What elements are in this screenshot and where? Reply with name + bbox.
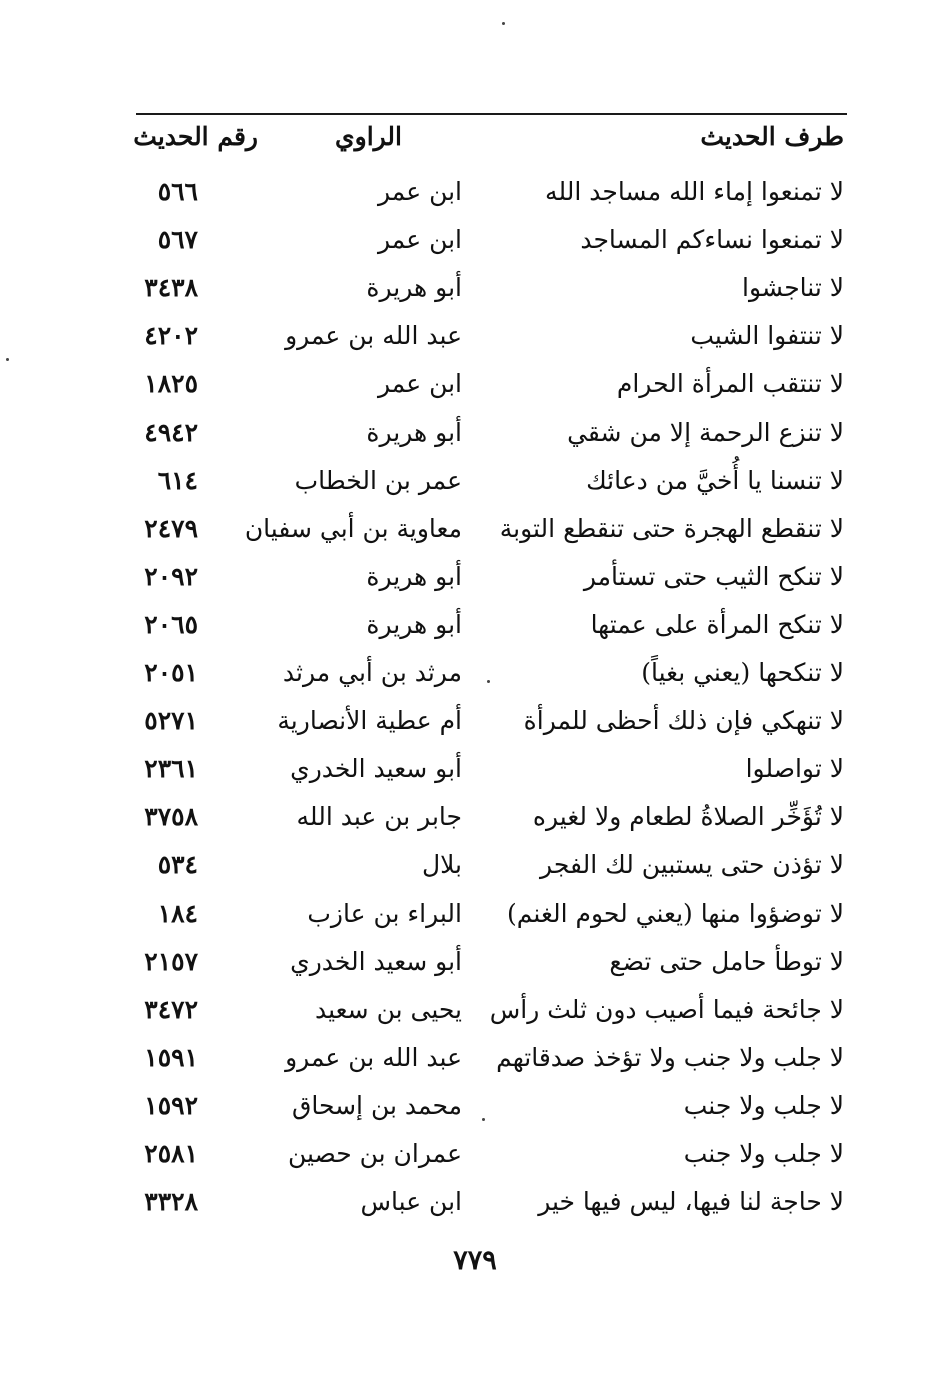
hadith-text: لا حاجة لنا فيها، ليس فيها خير	[538, 1187, 844, 1216]
narrator-name: ابن عمر	[377, 369, 462, 398]
column-header-hadith: طرف الحديث	[700, 122, 844, 151]
hadith-number: ٢٤٧٩	[144, 514, 198, 543]
hadith-text: لا توطأ حامل حتى تضع	[609, 947, 844, 976]
hadith-text: لا تنكح الثيب حتى تستأمر	[583, 562, 844, 591]
hadith-text: لا جلب ولا جنب	[683, 1139, 844, 1168]
page-number: ٧٧٩	[453, 1245, 497, 1276]
hadith-text: لا تناجشوا	[742, 273, 844, 302]
narrator-name: معاوية بن أبي سفيان	[244, 514, 462, 543]
hadith-number: ٥٦٦	[157, 177, 198, 206]
table-row	[0, 697, 950, 745]
narrator-name: جابر بن عبد الله	[296, 802, 462, 831]
hadith-number: ٣٤٣٨	[144, 273, 198, 302]
hadith-number: ٣٤٧٢	[144, 995, 198, 1024]
hadith-number: ٣٣٢٨	[144, 1187, 198, 1216]
hadith-number: ١٨٢٥	[144, 369, 198, 398]
hadith-text: لا تؤذن حتى يستبين لك الفجر	[540, 850, 844, 879]
narrator-name: بلال	[421, 850, 462, 879]
table-row	[0, 216, 950, 264]
hadith-number: ٤٢٠٢	[144, 321, 198, 350]
hadith-number: ٥٢٧١	[144, 706, 198, 735]
narrator-name: البراء بن عازب	[307, 899, 462, 928]
hadith-text: لا توضؤوا منها (يعني لحوم الغنم)	[507, 899, 844, 928]
table-row	[0, 457, 950, 505]
table-row	[0, 553, 950, 601]
narrator-name: أم عطية الأنصارية	[277, 706, 462, 735]
narrator-name: أبو هريرة	[366, 562, 462, 591]
table-row	[0, 312, 950, 360]
table-row	[0, 890, 950, 938]
hadith-text: لا جلب ولا جنب ولا تؤخذ صدقاتهم	[496, 1043, 844, 1072]
narrator-name: يحيى بن سعيد	[314, 995, 462, 1024]
table-row	[0, 168, 950, 216]
hadith-number: ٣٧٥٨	[144, 802, 198, 831]
table-row	[0, 1130, 950, 1178]
table-row	[0, 505, 950, 553]
narrator-name: أبو سعيد الخدري	[290, 947, 462, 976]
hadith-text: لا تنزع الرحمة إلا من شقي	[567, 418, 844, 447]
scan-speck	[502, 22, 505, 25]
table-row	[0, 986, 950, 1034]
narrator-name: محمد بن إسحاق	[291, 1091, 462, 1120]
hadith-number: ٢٣٦١	[144, 754, 198, 783]
narrator-name: أبو هريرة	[366, 610, 462, 639]
hadith-number: ٢٠٥١	[144, 658, 198, 687]
table-row	[0, 745, 950, 793]
narrator-name: عمر بن الخطاب	[294, 466, 462, 495]
hadith-text: لا تنتفوا الشيب	[690, 321, 844, 350]
narrator-name: ابن عمر	[377, 177, 462, 206]
hadith-number: ٢٥٨١	[144, 1139, 198, 1168]
hadith-number: ٤٩٤٢	[144, 418, 198, 447]
table-row	[0, 409, 950, 457]
hadith-text: لا تنكحها (يعني بغياً)	[641, 658, 844, 687]
hadith-number: ٥٣٤	[157, 850, 198, 879]
hadith-text: لا تُؤَخِّر الصلاةُ لطعام ولا لغيره	[532, 802, 844, 831]
narrator-name: أبو سعيد الخدري	[290, 754, 462, 783]
hadith-text: لا تنتقب المرأة الحرام	[616, 369, 844, 398]
narrator-name: ابن عمر	[377, 225, 462, 254]
hadith-number: ٦١٤	[157, 466, 198, 495]
table-row	[0, 264, 950, 312]
table-row	[0, 841, 950, 889]
hadith-text: لا تنكح المرأة على عمتها	[590, 610, 844, 639]
table-row	[0, 793, 950, 841]
hadith-text: لا تمنعوا إماء الله مساجد الله	[545, 177, 844, 206]
table-row	[0, 360, 950, 408]
hadith-text: لا تمنعوا نساءكم المساجد	[580, 225, 844, 254]
hadith-number: ١٥٩١	[144, 1043, 198, 1072]
hadith-text: لا تنهكي فإن ذلك أحظى للمرأة	[523, 706, 844, 735]
narrator-name: عبد الله بن عمرو	[285, 1043, 462, 1072]
column-header-narrator: الراوي	[335, 122, 402, 151]
table-row	[0, 1178, 950, 1226]
hadith-number: ٢٠٦٥	[144, 610, 198, 639]
narrator-name: أبو هريرة	[366, 418, 462, 447]
hadith-number: ١٥٩٢	[144, 1091, 198, 1120]
hadith-text: لا تنسنا يا أُخيَّ من دعائك	[586, 466, 844, 495]
table-row	[0, 1034, 950, 1082]
narrator-name: ابن عباس	[360, 1187, 462, 1216]
narrator-name: مرثد بن أبي مرثد	[282, 658, 462, 687]
table-row	[0, 1082, 950, 1130]
hadith-number: ٢٠٩٢	[144, 562, 198, 591]
table-header	[0, 113, 950, 161]
hadith-number: ٥٦٧	[157, 225, 198, 254]
column-header-number: رقم الحديث	[133, 122, 258, 151]
narrator-name: عبد الله بن عمرو	[285, 321, 462, 350]
hadith-number: ١٨٤	[157, 899, 198, 928]
narrator-name: عمران بن حصين	[287, 1139, 462, 1168]
table-row	[0, 938, 950, 986]
hadith-text: لا تواصلوا	[745, 754, 844, 783]
table-row	[0, 601, 950, 649]
hadith-text: لا تنقطع الهجرة حتى تنقطع التوبة	[499, 514, 844, 543]
narrator-name: أبو هريرة	[366, 273, 462, 302]
hadith-text: لا جلب ولا جنب	[683, 1091, 844, 1120]
table-row	[0, 649, 950, 697]
hadith-text: لا جائحة فيما أصيب دون ثلث رأس	[489, 995, 844, 1024]
hadith-number: ٢١٥٧	[144, 947, 198, 976]
